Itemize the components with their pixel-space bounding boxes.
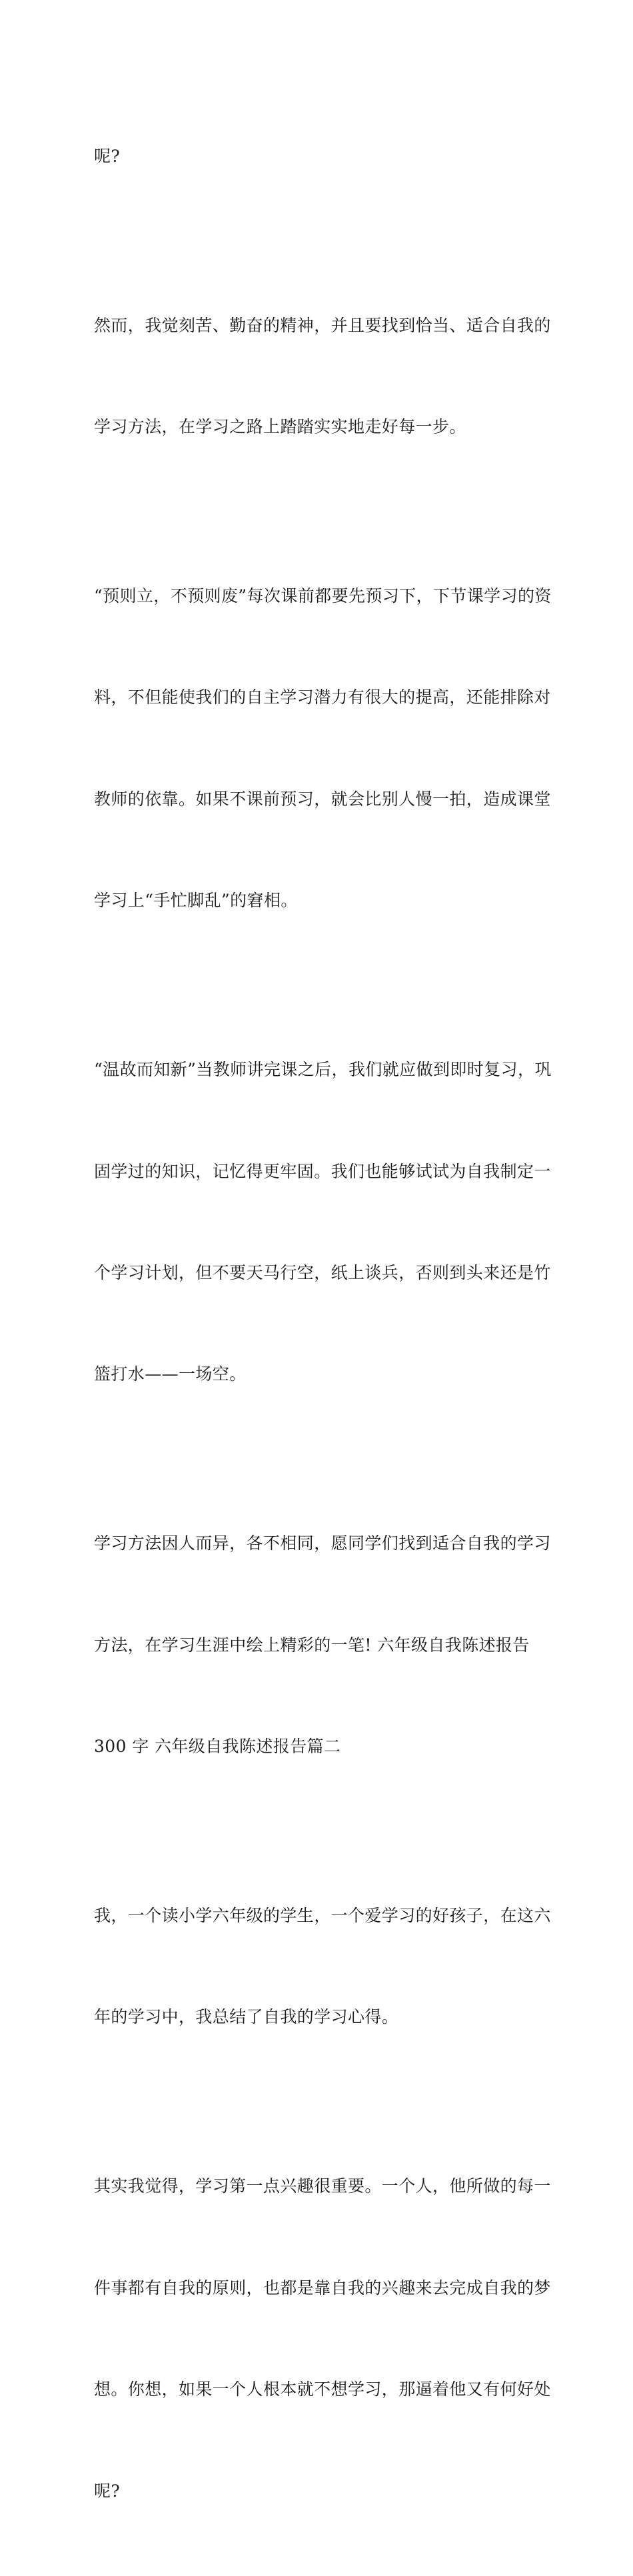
text-line: 想。你想，如果一个人根本就不想学习，那逼着他又有何好处 (94, 2379, 551, 2399)
text-line: 篮打水——一场空。 (94, 1364, 247, 1384)
text-line: 固学过的知识，记忆得更牢固。我们也能够试试为自我制定一 (94, 1161, 551, 1181)
text-line: 我，一个读小学六年级的学生，一个爱学习的好孩子，在这六 (94, 1906, 551, 1926)
text-line: “预则立，不预则废”每次课前都要先预习下，下节课学习的资 (94, 586, 552, 606)
paragraph-2 (94, 241, 551, 512)
text-line: 学习上“手忙脚乱”的窘相。 (94, 891, 298, 911)
paragraph-7 (94, 2102, 551, 2576)
text-line: 料，不但能使我们的自主学习潜力有很大的提高，还能排除对 (94, 687, 551, 707)
text-line: 其实我觉得，学习第一点兴趣很重要。一个人，他所做的每一 (94, 2176, 551, 2196)
text-line: 方法，在学习生涯中绘上精彩的一笔! 六年级自我陈述报告 (94, 1635, 530, 1655)
text-line: 300 字 六年级自我陈述报告篇二 (94, 1737, 341, 1757)
paragraph-6 (94, 1831, 551, 2102)
text-line: 个学习计划，但不要天马行空，纸上谈兵，否则到头来还是竹 (94, 1262, 551, 1282)
text-line: “温故而知新”当教师讲完课之后，我们就应做到即时复习，巩 (94, 1060, 552, 1080)
text-line: 年的学习中，我总结了自我的学习心得。 (94, 2007, 399, 2027)
paragraph-3 (94, 512, 552, 985)
text-line: 教师的依靠。如果不课前预习，就会比别人慢一拍，造成课堂 (94, 789, 551, 809)
text-line: 件事都有自我的原则，也都是靠自我的兴趣来去完成自我的梦 (94, 2278, 551, 2298)
text-line: 呢? (94, 146, 121, 166)
text-line: 呢? (94, 2481, 121, 2501)
text-line: 学习方法因人而异，各不相同，愿同学们找到适合自我的学习 (94, 1533, 551, 1553)
text-line: 学习方法，在学习之路上踏踏实实地走好每一步。 (94, 416, 466, 436)
text-line: 然而，我觉刻苦、勤奋的精神，并且要找到恰当、适合自我的 (94, 315, 551, 335)
paragraph-4 (94, 986, 552, 1460)
paragraph-1 (94, 72, 542, 241)
paragraph-5 (94, 1460, 551, 1832)
document-body (94, 72, 552, 2576)
